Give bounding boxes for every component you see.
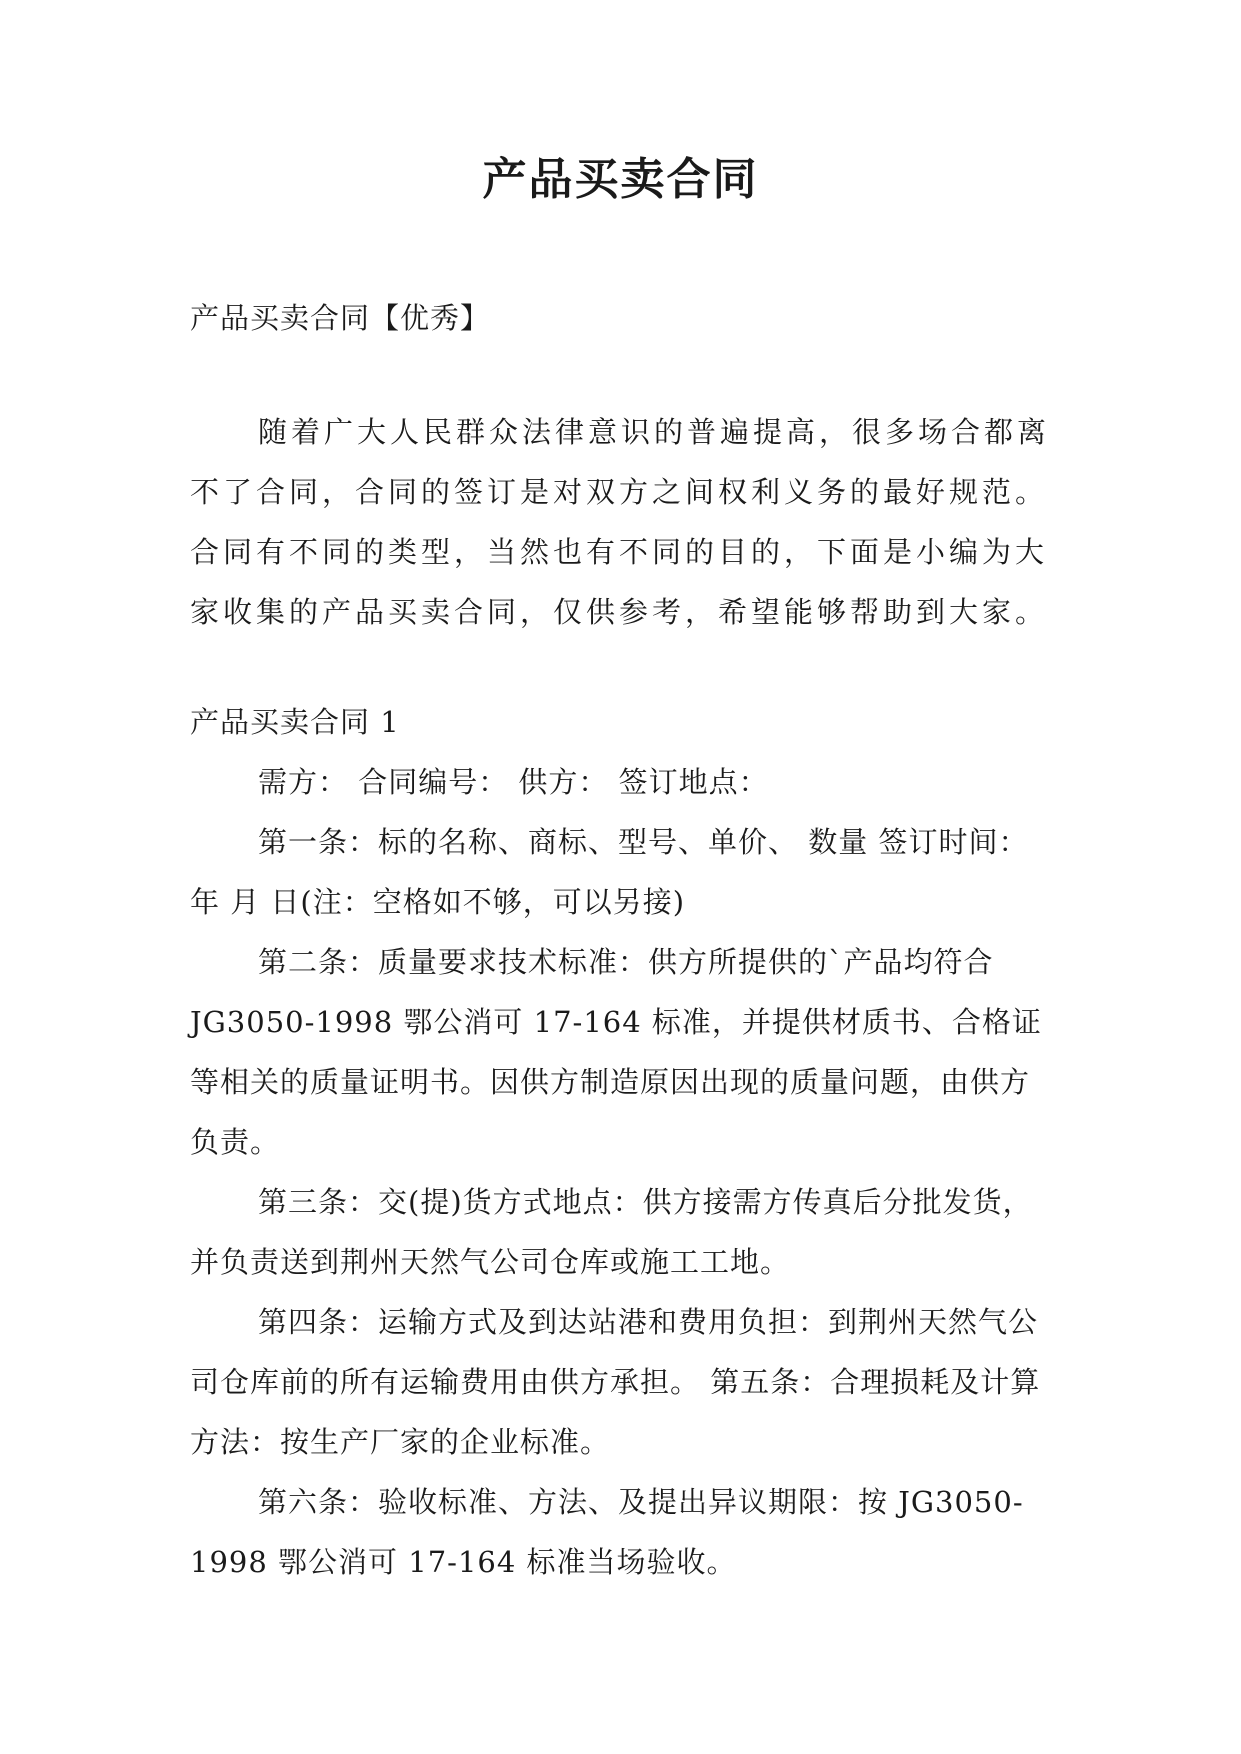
clause-3: 第三条：交(提)货方式地点：供方接需方传真后分批发货，并负责送到荆州天然气公司仓库或施工工地。 — [190, 1185, 1033, 1279]
section-heading: 产品买卖合同 1 — [190, 705, 400, 739]
clause-parties: 需方： 合同编号： 供方： 签订地点： — [258, 765, 769, 799]
clause-1: 第一条：标的名称、商标、型号、单价、 数量 签订时间： 年 月 日(注：空格如不够，可以另接) — [190, 825, 1029, 919]
clause-2: 第二条：质量要求技术标准：供方所提供的`产品均符合 JG3050-1998 鄂公消可 17-164 标准，并提供材质书、合格证等相关的质量证明书。因供方制造原因出现的质量问题，由供方负责。 — [190, 945, 1042, 1159]
clause-4-5: 第四条：运输方式及到达站港和费用负担：到荆州天然气公司仓库前的所有运输费用由供方承担。 第五条：合理损耗及计算方法：按生产厂家的企业标准。 — [190, 1305, 1041, 1459]
clause-6: 第六条：验收标准、方法、及提出异议期限：按 JG3050-1998 鄂公消可 17-164 标准当场验收。 — [190, 1485, 1024, 1579]
document-title: 产品买卖合同 — [482, 154, 759, 205]
clause-list — [190, 752, 1052, 1592]
intro-paragraph: 随着广大人民群众法律意识的普遍提高，很多场合都离不了合同，合同的签订是对双方之间权利义务的最好规范。合同有不同的类型，当然也有不同的目的，下面是小编为大家收集的产品买卖合同，仅供参考，希望能够帮助到大家。 — [190, 415, 1051, 629]
document-subtitle: 产品买卖合同【优秀】 — [190, 301, 491, 335]
